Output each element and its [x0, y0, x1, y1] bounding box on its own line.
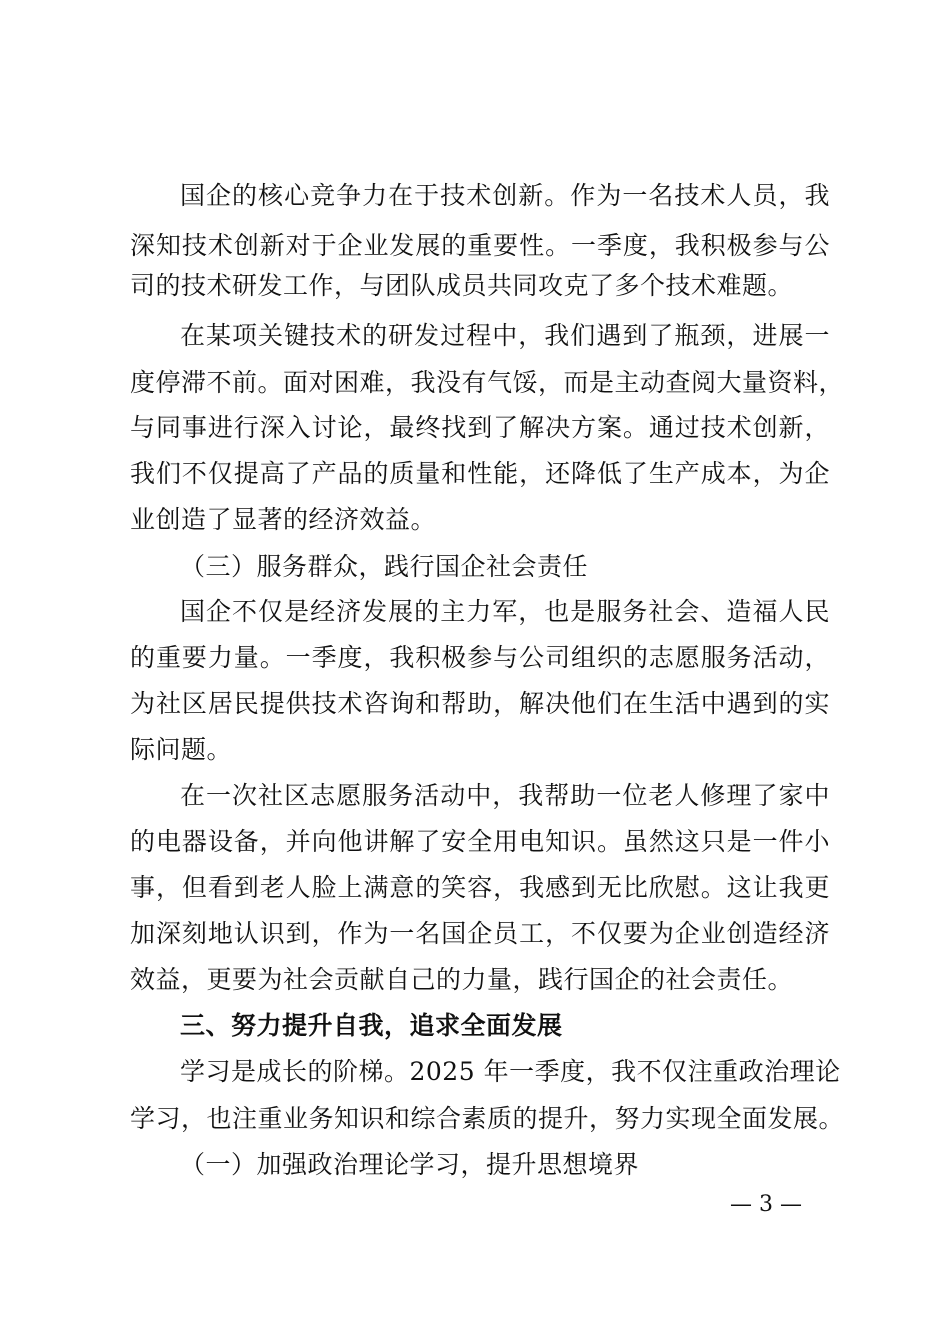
paragraph-line: 学习是成长的阶梯。2025 年一季度，我不仅注重政治理论: [180, 1057, 841, 1086]
paragraph-line: 度停滞不前。面对困难，我没有气馁，而是主动查阅大量资料，: [130, 368, 845, 397]
paragraph-line: 事，但看到老人脸上满意的笑容，我感到无比欣慰。这让我更: [130, 873, 830, 902]
paragraph-line: 学习，也注重业务知识和综合素质的提升，努力实现全面发展。: [130, 1104, 845, 1133]
chapter-heading: 三、努力提升自我，追求全面发展: [180, 1011, 563, 1040]
paragraph-line: 在一次社区志愿服务活动中，我帮助一位老人修理了家中: [180, 781, 830, 810]
paragraph-line: 我们不仅提高了产品的质量和性能，还降低了生产成本，为企: [130, 459, 830, 488]
paragraph-line: 的电器设备，并向他讲解了安全用电知识。虽然这只是一件小: [130, 827, 830, 856]
paragraph-line: 效益，更要为社会贡献自己的力量，践行国企的社会责任。: [130, 965, 794, 994]
paragraph-line: 业创造了显著的经济效益。: [130, 505, 437, 534]
paragraph-line: 国企的核心竞争力在于技术创新。作为一名技术人员，我: [180, 181, 830, 210]
paragraph-line: 际问题。: [130, 735, 233, 764]
paragraph-line: 的重要力量。一季度，我积极参与公司组织的志愿服务活动，: [130, 643, 830, 672]
paragraph-line: 在某项关键技术的研发过程中，我们遇到了瓶颈，进展一: [180, 321, 830, 350]
paragraph-line: 国企不仅是经济发展的主力军，也是服务社会、造福人民: [180, 597, 830, 626]
paragraph-line: 深知技术创新对于企业发展的重要性。一季度，我积极参与公: [130, 231, 830, 260]
section-heading: （一）加强政治理论学习，提升思想境界: [180, 1150, 640, 1179]
paragraph-line: 加深刻地认识到，作为一名国企员工，不仅要为企业创造经济: [130, 919, 830, 948]
paragraph-line: 与同事进行深入讨论，最终找到了解决方案。通过技术创新，: [130, 413, 830, 442]
paragraph-line: 司的技术研发工作，与团队成员共同攻克了多个技术难题。: [130, 271, 794, 300]
page-number: — 3 —: [730, 1192, 802, 1217]
section-heading: （三）服务群众，践行国企社会责任: [180, 552, 589, 581]
paragraph-line: 为社区居民提供技术咨询和帮助，解决他们在生活中遇到的实: [130, 689, 830, 718]
